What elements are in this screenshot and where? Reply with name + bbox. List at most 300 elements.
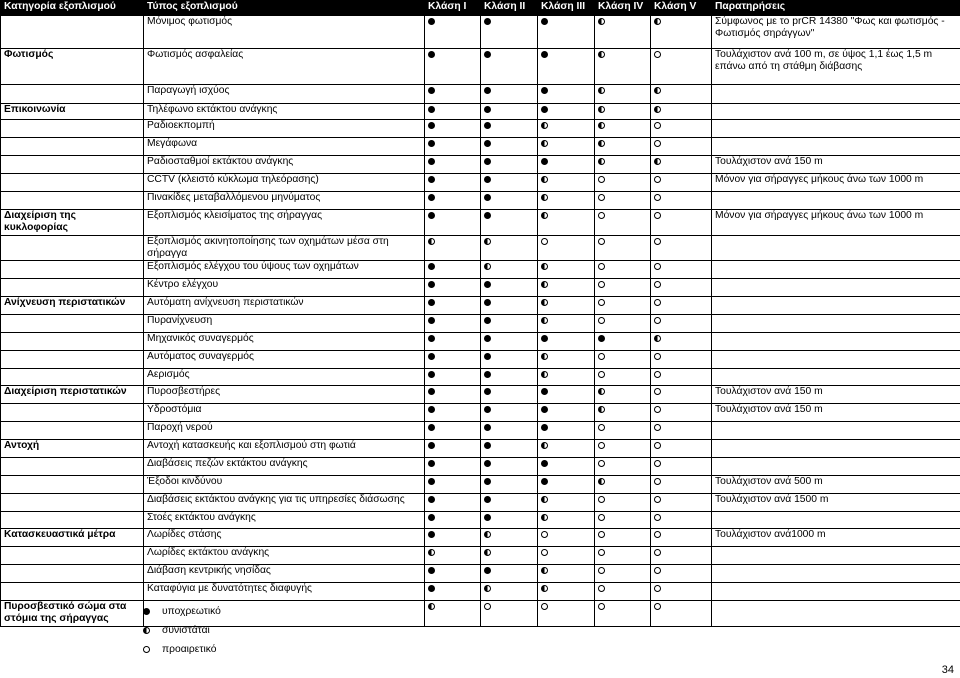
class-2-cell xyxy=(481,210,538,236)
class-1-cell xyxy=(425,156,481,174)
empty-circle-icon xyxy=(654,122,661,129)
table-row xyxy=(1,85,960,104)
class-2-cell xyxy=(481,422,538,440)
equipment-type-cell: Ραδιοσταθμοί εκτάκτου ανάγκης xyxy=(144,156,425,174)
class-4-cell xyxy=(595,529,651,547)
half-circle-icon xyxy=(541,122,548,129)
equipment-type-cell: Καταφύγια με δυνατότητες διαφυγής xyxy=(144,583,425,601)
category-cell xyxy=(1,120,144,138)
class-4-cell xyxy=(595,236,651,261)
category-cell xyxy=(1,174,144,192)
full-circle-icon xyxy=(541,51,548,58)
remarks-cell xyxy=(712,297,960,315)
class-5-cell xyxy=(651,386,712,404)
full-circle-icon xyxy=(541,335,548,342)
class-4-cell xyxy=(595,476,651,494)
empty-circle-icon xyxy=(541,238,548,245)
class-2-cell xyxy=(481,156,538,174)
class-3-cell xyxy=(538,422,595,440)
class-4-cell xyxy=(595,333,651,351)
class-5-cell xyxy=(651,565,712,583)
legend-item xyxy=(143,621,221,640)
class-4-cell xyxy=(595,386,651,404)
full-circle-icon xyxy=(428,299,435,306)
class-4-cell xyxy=(595,315,651,333)
remarks-cell xyxy=(712,138,960,156)
legend-label: υποχρεωτικό xyxy=(162,606,221,617)
equipment-type-cell: Μεγάφωνα xyxy=(144,138,425,156)
half-circle-icon xyxy=(428,549,435,556)
half-circle-icon xyxy=(541,317,548,324)
full-circle-icon xyxy=(484,18,491,25)
full-circle-icon xyxy=(484,281,491,288)
half-circle-icon xyxy=(484,585,491,592)
class-3-cell xyxy=(538,210,595,236)
empty-circle-icon xyxy=(654,317,661,324)
class-3-cell xyxy=(538,494,595,512)
full-circle-icon xyxy=(428,442,435,449)
category-cell: Επικοινωνία xyxy=(1,104,144,120)
half-circle-icon xyxy=(654,87,661,94)
class-5-cell xyxy=(651,351,712,369)
class-5-cell xyxy=(651,404,712,422)
full-circle-icon xyxy=(484,496,491,503)
equipment-type-cell: Πυροσβεστήρες xyxy=(144,386,425,404)
empty-circle-icon xyxy=(598,317,605,324)
class-2-cell xyxy=(481,279,538,297)
full-circle-icon xyxy=(484,317,491,324)
class-1-cell xyxy=(425,333,481,351)
class-5-cell xyxy=(651,104,712,120)
class-5-cell xyxy=(651,120,712,138)
category-cell xyxy=(1,404,144,422)
full-circle-icon xyxy=(428,281,435,288)
equipment-type-cell: Πινακίδες μεταβαλλόμενου μηνύματος xyxy=(144,192,425,210)
remarks-cell xyxy=(712,422,960,440)
empty-circle-icon xyxy=(654,567,661,574)
page-number: 34 xyxy=(941,664,954,676)
category-cell xyxy=(1,279,144,297)
full-circle-icon xyxy=(428,140,435,147)
class-3-cell xyxy=(538,104,595,120)
equipment-type-cell: Στοές εκτάκτου ανάγκης xyxy=(144,512,425,529)
equipment-type-cell: Υδροστόμια xyxy=(144,404,425,422)
remarks-cell: Τουλάχιστον ανά 1500 m xyxy=(712,494,960,512)
class-1-cell xyxy=(425,120,481,138)
class-4-cell xyxy=(595,601,651,627)
class-5-cell xyxy=(651,583,712,601)
remarks-cell xyxy=(712,601,960,627)
class-1-cell xyxy=(425,404,481,422)
half-circle-icon xyxy=(598,87,605,94)
class-5-cell xyxy=(651,297,712,315)
remarks-cell: Τουλάχιστον ανά 150 m xyxy=(712,156,960,174)
equipment-type-cell: Έξοδοι κινδύνου xyxy=(144,476,425,494)
equipment-type-cell: Μόνιμος φωτισμός xyxy=(144,16,425,49)
full-circle-icon xyxy=(428,51,435,58)
class-5-cell xyxy=(651,236,712,261)
remarks-cell: Τουλάχιστον ανά 500 m xyxy=(712,476,960,494)
full-circle-icon xyxy=(484,158,491,165)
class-1-cell xyxy=(425,512,481,529)
class-5-cell xyxy=(651,601,712,627)
class-4-cell xyxy=(595,104,651,120)
full-circle-icon xyxy=(541,87,548,94)
full-circle-icon xyxy=(428,531,435,538)
remarks-cell: Σύμφωνος με το prCR 14380 "Φως και φωτισμός - Φωτισμός σηράγγων" xyxy=(712,16,960,49)
table-row xyxy=(1,583,960,601)
class-5-cell xyxy=(651,192,712,210)
legend-item xyxy=(143,640,221,659)
header-class-3: Κλάση III xyxy=(538,1,595,16)
empty-circle-icon xyxy=(654,424,661,431)
class-3-cell xyxy=(538,297,595,315)
empty-circle-icon xyxy=(484,603,491,610)
category-cell: Διαχείριση της κυκλοφορίας xyxy=(1,210,144,236)
empty-circle-icon xyxy=(654,603,661,610)
equipment-type-cell: Διαβάσεις πεζών εκτάκτου ανάγκης xyxy=(144,458,425,476)
full-circle-icon xyxy=(428,106,435,113)
legend-item xyxy=(143,602,221,621)
half-circle-icon xyxy=(598,51,605,58)
full-circle-icon xyxy=(484,299,491,306)
table-row xyxy=(1,404,960,422)
full-circle-icon xyxy=(484,371,491,378)
table-row xyxy=(1,512,960,529)
half-circle-icon xyxy=(541,442,548,449)
class-2-cell xyxy=(481,386,538,404)
class-4-cell xyxy=(595,192,651,210)
full-circle-icon xyxy=(428,194,435,201)
full-circle-icon xyxy=(484,176,491,183)
equipment-type-cell: Τηλέφωνο εκτάκτου ανάγκης xyxy=(144,104,425,120)
class-2-cell xyxy=(481,440,538,458)
empty-circle-icon xyxy=(598,353,605,360)
full-circle-icon xyxy=(484,388,491,395)
empty-circle-icon xyxy=(654,585,661,592)
half-circle-icon xyxy=(484,549,491,556)
class-3-cell xyxy=(538,49,595,85)
class-1-cell xyxy=(425,458,481,476)
header-category: Κατηγορία εξοπλισμού xyxy=(1,1,144,16)
class-3-cell xyxy=(538,156,595,174)
equipment-type-cell: Λωρίδες στάσης xyxy=(144,529,425,547)
class-3-cell xyxy=(538,192,595,210)
header-remarks: Παρατηρήσεις xyxy=(712,1,960,16)
category-cell: Διαχείριση περιστατικών xyxy=(1,386,144,404)
category-cell: Φωτισμός xyxy=(1,49,144,85)
remarks-cell xyxy=(712,261,960,279)
category-cell xyxy=(1,192,144,210)
table-row xyxy=(1,192,960,210)
class-2-cell xyxy=(481,404,538,422)
half-circle-icon xyxy=(598,106,605,113)
class-3-cell xyxy=(538,120,595,138)
remarks-cell xyxy=(712,192,960,210)
class-1-cell xyxy=(425,476,481,494)
class-1-cell xyxy=(425,174,481,192)
category-cell xyxy=(1,458,144,476)
full-circle-icon xyxy=(541,106,548,113)
class-1-cell xyxy=(425,315,481,333)
full-circle-icon xyxy=(428,176,435,183)
empty-circle-icon xyxy=(654,371,661,378)
half-circle-icon xyxy=(541,567,548,574)
category-cell xyxy=(1,156,144,174)
full-circle-icon xyxy=(143,608,150,615)
class-4-cell xyxy=(595,494,651,512)
class-3-cell xyxy=(538,386,595,404)
class-3-cell xyxy=(538,333,595,351)
class-1-cell xyxy=(425,601,481,627)
table-row xyxy=(1,16,960,49)
full-circle-icon xyxy=(428,317,435,324)
class-5-cell xyxy=(651,138,712,156)
table-row xyxy=(1,440,960,458)
class-3-cell xyxy=(538,351,595,369)
class-2-cell xyxy=(481,494,538,512)
remarks-cell: Μόνον για σήραγγες μήκους άνω των 1000 m xyxy=(712,210,960,236)
half-circle-icon xyxy=(654,106,661,113)
remarks-cell xyxy=(712,458,960,476)
full-circle-icon xyxy=(598,335,605,342)
half-circle-icon xyxy=(598,478,605,485)
full-circle-icon xyxy=(428,212,435,219)
class-2-cell xyxy=(481,601,538,627)
class-4-cell xyxy=(595,458,651,476)
class-4-cell xyxy=(595,565,651,583)
class-3-cell xyxy=(538,529,595,547)
full-circle-icon xyxy=(484,51,491,58)
class-3-cell xyxy=(538,138,595,156)
half-circle-icon xyxy=(541,263,548,270)
full-circle-icon xyxy=(484,212,491,219)
remarks-cell: Μόνον για σήραγγες μήκους άνω των 1000 m xyxy=(712,174,960,192)
empty-circle-icon xyxy=(598,263,605,270)
half-circle-icon xyxy=(541,371,548,378)
category-cell xyxy=(1,494,144,512)
class-4-cell xyxy=(595,279,651,297)
empty-circle-icon xyxy=(598,603,605,610)
empty-circle-icon xyxy=(654,478,661,485)
category-cell xyxy=(1,351,144,369)
table-row xyxy=(1,210,960,236)
legend-label: συνιστάται xyxy=(162,625,210,636)
class-1-cell xyxy=(425,547,481,565)
remarks-cell: Τουλάχιστον ανά1000 m xyxy=(712,529,960,547)
table-row xyxy=(1,236,960,261)
class-2-cell xyxy=(481,529,538,547)
full-circle-icon xyxy=(484,514,491,521)
table-row xyxy=(1,104,960,120)
class-1-cell xyxy=(425,529,481,547)
equipment-type-cell: Εξοπλισμός κλεισίματος της σήραγγας xyxy=(144,210,425,236)
category-cell xyxy=(1,547,144,565)
full-circle-icon xyxy=(484,478,491,485)
header-row xyxy=(1,1,960,16)
remarks-cell xyxy=(712,120,960,138)
empty-circle-icon xyxy=(598,371,605,378)
category-cell xyxy=(1,333,144,351)
empty-circle-icon xyxy=(598,424,605,431)
legend-label: προαιρετικό xyxy=(162,644,217,655)
class-1-cell xyxy=(425,494,481,512)
class-5-cell xyxy=(651,458,712,476)
class-1-cell xyxy=(425,138,481,156)
class-4-cell xyxy=(595,138,651,156)
class-3-cell xyxy=(538,583,595,601)
class-5-cell xyxy=(651,440,712,458)
class-3-cell xyxy=(538,404,595,422)
equipment-type-cell: Φωτισμός ασφαλείας xyxy=(144,49,425,85)
equipment-type-cell: Διαβάσεις εκτάκτου ανάγκης για τις υπηρεσίες διάσωσης xyxy=(144,494,425,512)
class-4-cell xyxy=(595,16,651,49)
half-circle-icon xyxy=(541,176,548,183)
class-4-cell xyxy=(595,369,651,386)
class-2-cell xyxy=(481,315,538,333)
equipment-type-cell: Εξοπλισμός ελέγχου του ύψους των οχημάτων xyxy=(144,261,425,279)
class-4-cell xyxy=(595,547,651,565)
category-cell xyxy=(1,476,144,494)
full-circle-icon xyxy=(428,122,435,129)
empty-circle-icon xyxy=(654,194,661,201)
full-circle-icon xyxy=(428,263,435,270)
empty-circle-icon xyxy=(598,531,605,538)
class-3-cell xyxy=(538,16,595,49)
category-cell xyxy=(1,583,144,601)
class-2-cell xyxy=(481,236,538,261)
class-3-cell xyxy=(538,315,595,333)
half-circle-icon xyxy=(654,158,661,165)
equipment-type-cell: Παραγωγή ισχύος xyxy=(144,85,425,104)
header-class-2: Κλάση II xyxy=(481,1,538,16)
category-cell xyxy=(1,138,144,156)
class-4-cell xyxy=(595,120,651,138)
category-cell xyxy=(1,261,144,279)
empty-circle-icon xyxy=(598,212,605,219)
header-class-5: Κλάση V xyxy=(651,1,712,16)
full-circle-icon xyxy=(541,158,548,165)
class-2-cell xyxy=(481,351,538,369)
class-2-cell xyxy=(481,369,538,386)
empty-circle-icon xyxy=(654,176,661,183)
full-circle-icon xyxy=(428,478,435,485)
class-5-cell xyxy=(651,369,712,386)
half-circle-icon xyxy=(428,603,435,610)
full-circle-icon xyxy=(484,353,491,360)
full-circle-icon xyxy=(484,122,491,129)
table-row xyxy=(1,476,960,494)
empty-circle-icon xyxy=(598,567,605,574)
empty-circle-icon xyxy=(598,194,605,201)
class-5-cell xyxy=(651,529,712,547)
table-row xyxy=(1,494,960,512)
class-2-cell xyxy=(481,565,538,583)
empty-circle-icon xyxy=(598,496,605,503)
half-circle-icon xyxy=(541,140,548,147)
full-circle-icon xyxy=(428,567,435,574)
class-4-cell xyxy=(595,404,651,422)
empty-circle-icon xyxy=(598,585,605,592)
class-3-cell xyxy=(538,279,595,297)
full-circle-icon xyxy=(541,406,548,413)
equipment-type-cell: Διάβαση κεντρικής νησίδας xyxy=(144,565,425,583)
class-2-cell xyxy=(481,261,538,279)
class-5-cell xyxy=(651,512,712,529)
remarks-cell xyxy=(712,104,960,120)
class-2-cell xyxy=(481,458,538,476)
category-cell: Κατασκευαστικά μέτρα xyxy=(1,529,144,547)
class-3-cell xyxy=(538,512,595,529)
class-2-cell xyxy=(481,104,538,120)
half-circle-icon xyxy=(541,585,548,592)
class-4-cell xyxy=(595,351,651,369)
half-circle-icon xyxy=(654,335,661,342)
class-3-cell xyxy=(538,565,595,583)
class-5-cell xyxy=(651,333,712,351)
empty-circle-icon xyxy=(654,299,661,306)
category-cell xyxy=(1,315,144,333)
category-cell xyxy=(1,565,144,583)
empty-circle-icon xyxy=(598,460,605,467)
class-5-cell xyxy=(651,174,712,192)
class-3-cell xyxy=(538,476,595,494)
class-1-cell xyxy=(425,210,481,236)
class-2-cell xyxy=(481,297,538,315)
category-cell: Ανίχνευση περιστατικών xyxy=(1,297,144,315)
full-circle-icon xyxy=(484,406,491,413)
half-circle-icon xyxy=(541,299,548,306)
equipment-type-cell: Αυτόματη ανίχνευση περιστατικών xyxy=(144,297,425,315)
equipment-type-cell: Κέντρο ελέγχου xyxy=(144,279,425,297)
class-3-cell xyxy=(538,85,595,104)
empty-circle-icon xyxy=(598,442,605,449)
class-1-cell xyxy=(425,85,481,104)
empty-circle-icon xyxy=(598,281,605,288)
remarks-cell xyxy=(712,236,960,261)
half-circle-icon xyxy=(598,406,605,413)
remarks-cell xyxy=(712,279,960,297)
class-3-cell xyxy=(538,458,595,476)
class-1-cell xyxy=(425,351,481,369)
class-2-cell xyxy=(481,512,538,529)
table-row xyxy=(1,529,960,547)
table-row xyxy=(1,279,960,297)
class-1-cell xyxy=(425,565,481,583)
table-row xyxy=(1,49,960,85)
full-circle-icon xyxy=(428,424,435,431)
equipment-type-cell: Εξοπλισμός ακινητοποίησης των οχημάτων μέσα στη σήραγγα xyxy=(144,236,425,261)
equipment-type-cell: Λωρίδες εκτάκτου ανάγκης xyxy=(144,547,425,565)
class-4-cell xyxy=(595,156,651,174)
class-2-cell xyxy=(481,547,538,565)
class-2-cell xyxy=(481,476,538,494)
table-row xyxy=(1,547,960,565)
full-circle-icon xyxy=(428,335,435,342)
empty-circle-icon xyxy=(654,496,661,503)
equipment-type-cell: Ραδιοεκπομπή xyxy=(144,120,425,138)
full-circle-icon xyxy=(541,18,548,25)
class-4-cell xyxy=(595,512,651,529)
header-type: Τύπος εξοπλισμού xyxy=(144,1,425,16)
class-3-cell xyxy=(538,236,595,261)
class-1-cell xyxy=(425,104,481,120)
table-row xyxy=(1,261,960,279)
class-2-cell xyxy=(481,16,538,49)
equipment-type-cell: Παροχή νερού xyxy=(144,422,425,440)
half-circle-icon xyxy=(598,122,605,129)
empty-circle-icon xyxy=(598,299,605,306)
